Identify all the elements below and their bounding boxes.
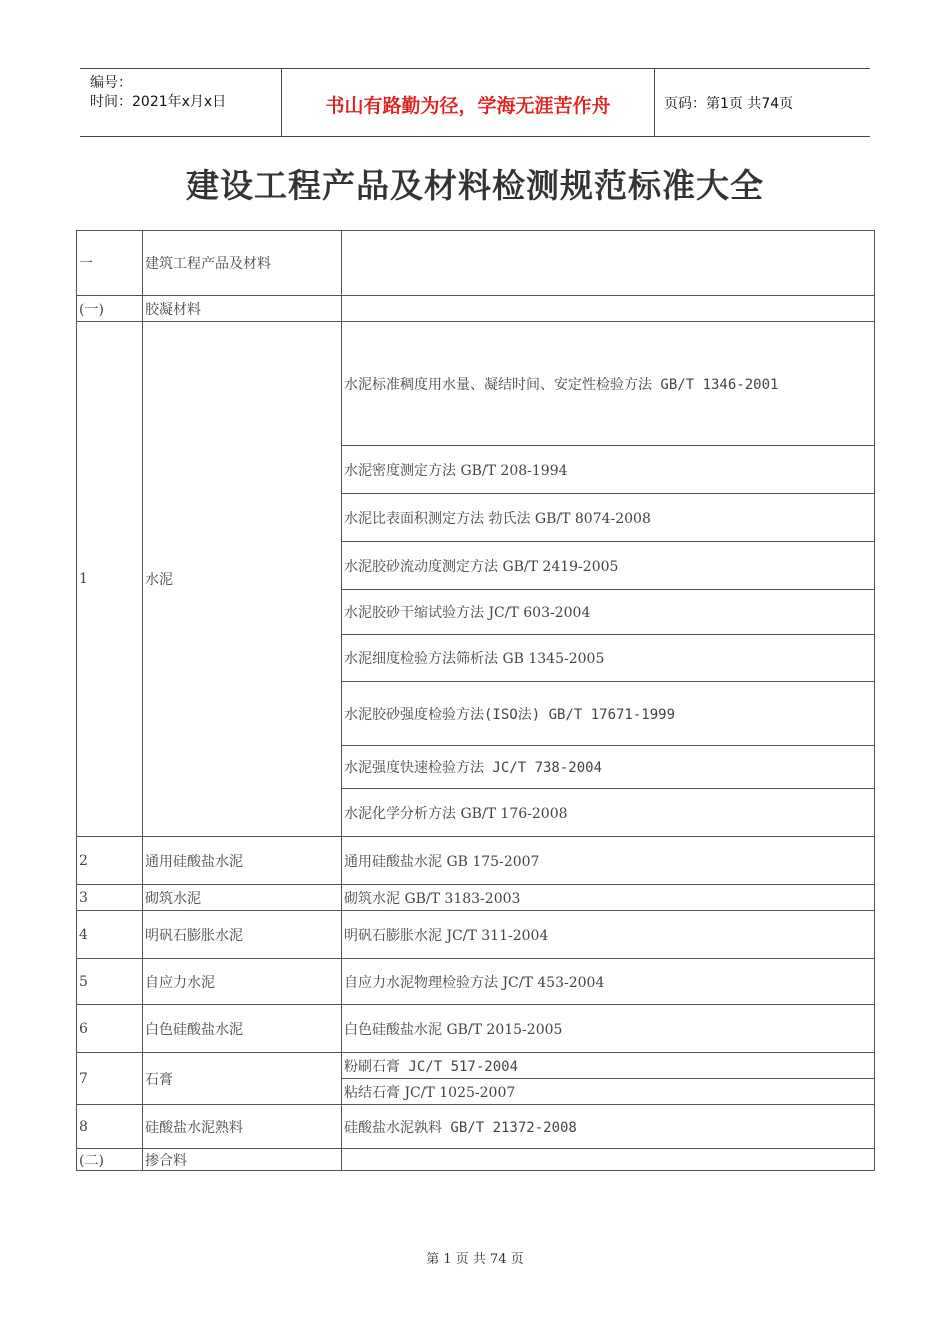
row-number: 2 — [77, 837, 143, 885]
row-standard: 水泥比表面积测定方法 勃氏法 GB/T 8074-2008 — [342, 494, 875, 542]
page-footer: 第 1 页 共 74 页 — [426, 1252, 524, 1267]
page-header — [80, 68, 870, 137]
header-page-info: 页码：第1页 共74页 — [664, 96, 794, 112]
row-category: 自应力水泥 — [143, 959, 342, 1005]
header-motto: 书山有路勤为径，学海无涯苦作舟 — [325, 95, 611, 117]
document-number-label: 编号： — [90, 75, 132, 91]
row-number: 7 — [77, 1053, 143, 1105]
table-row — [77, 1149, 875, 1171]
row-standard: 水泥胶砂干缩试验方法 JC/T 603-2004 — [342, 590, 875, 635]
row-category: 白色硅酸盐水泥 — [143, 1005, 342, 1053]
row-category: 硅酸盐水泥熟料 — [143, 1105, 342, 1149]
row-standard — [342, 1149, 875, 1171]
row-standard: 粉刷石膏 JC/T 517-2004 — [342, 1053, 875, 1079]
row-standard: 水泥标准稠度用水量、凝结时间、安定性检验方法 GB/T 1346-2001 — [342, 322, 875, 446]
row-standard: 水泥胶砂强度检验方法(ISO法) GB/T 17671-1999 — [342, 682, 875, 746]
row-standard: 水泥化学分析方法 GB/T 176-2008 — [342, 789, 875, 837]
row-standard: 自应力水泥物理检验方法 JC/T 453-2004 — [342, 959, 875, 1005]
row-standard: 水泥密度测定方法 GB/T 208-1994 — [342, 446, 875, 494]
row-standard: 明矾石膨胀水泥 JC/T 311-2004 — [342, 911, 875, 959]
header-meta-cell — [80, 69, 281, 136]
row-standard: 白色硅酸盐水泥 GB/T 2015-2005 — [342, 1005, 875, 1053]
table-row — [77, 837, 875, 885]
table-row — [77, 322, 875, 446]
document-title: 建设工程产品及材料检测规范标准大全 — [186, 166, 764, 205]
row-number: (一) — [77, 296, 143, 322]
row-number: 3 — [77, 885, 143, 911]
table-row — [77, 296, 875, 322]
row-standard: 水泥细度检验方法筛析法 GB 1345-2005 — [342, 635, 875, 682]
header-page-cell — [654, 69, 870, 136]
row-standard: 粘结石膏 JC/T 1025-2007 — [342, 1079, 875, 1105]
row-number: 5 — [77, 959, 143, 1005]
table-row — [77, 959, 875, 1005]
row-category: 水泥 — [143, 322, 342, 837]
row-standard: 硅酸盐水泥孰料 GB/T 21372-2008 — [342, 1105, 875, 1149]
row-standard: 砌筑水泥 GB/T 3183-2003 — [342, 885, 875, 911]
row-number: 8 — [77, 1105, 143, 1149]
row-number: 4 — [77, 911, 143, 959]
row-number: 1 — [77, 322, 143, 837]
standards-table — [76, 230, 875, 1171]
header-motto-cell — [281, 69, 655, 136]
table-row — [77, 1005, 875, 1053]
row-standard: 通用硅酸盐水泥 GB 175-2007 — [342, 837, 875, 885]
row-category: 通用硅酸盐水泥 — [143, 837, 342, 885]
row-category: 砌筑水泥 — [143, 885, 342, 911]
table-row — [77, 231, 875, 296]
row-category: 明矾石膨胀水泥 — [143, 911, 342, 959]
row-category: 胶凝材料 — [143, 296, 342, 322]
row-standard: 水泥胶砂流动度测定方法 GB/T 2419-2005 — [342, 542, 875, 590]
table-row — [77, 1105, 875, 1149]
row-category: 掺合料 — [143, 1149, 342, 1171]
row-category: 石膏 — [143, 1053, 342, 1105]
row-standard — [342, 231, 875, 296]
row-category: 建筑工程产品及材料 — [143, 231, 342, 296]
row-number: 一 — [77, 231, 143, 296]
table-row — [77, 885, 875, 911]
row-number: 6 — [77, 1005, 143, 1053]
table-row — [77, 1053, 875, 1079]
row-standard — [342, 296, 875, 322]
document-time-label: 时间：2021年x月x日 — [90, 94, 227, 110]
row-number: (二) — [77, 1149, 143, 1171]
table-row — [77, 911, 875, 959]
row-standard: 水泥强度快速检验方法 JC/T 738-2004 — [342, 746, 875, 789]
